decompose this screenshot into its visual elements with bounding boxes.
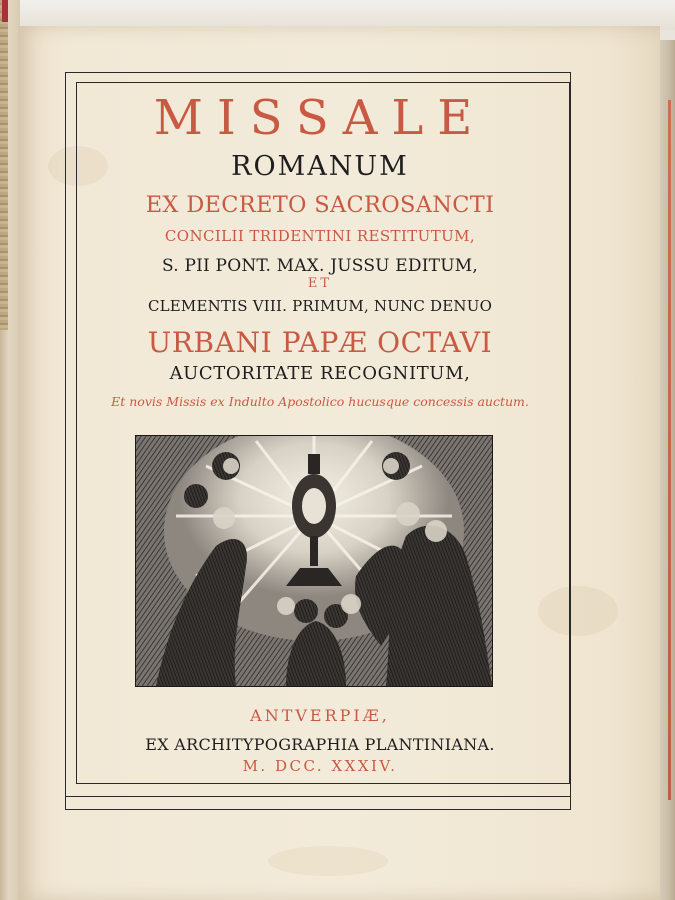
red-page-edge <box>668 100 671 800</box>
subtitle-novis-missis: Et novis Missis ex Indulto Apostolico hucusque concessis auctum. <box>111 394 529 409</box>
bottom-rule <box>66 796 571 797</box>
subtitle-pii: S. PII PONT. MAX. JUSSU EDITUM, <box>162 256 478 276</box>
imprint-printer: EX ARCHITYPOGRAPHIA PLANTINIANA. <box>145 735 495 754</box>
spine-binding-thread <box>0 0 8 330</box>
subtitle-et: ET <box>307 276 333 291</box>
spine-red-ribbon <box>2 0 8 22</box>
title-romanum: ROMANUM <box>231 151 409 182</box>
subtitle-decreto: EX DECRETO SACROSANCTI <box>145 192 495 218</box>
imprint-year: M. DCC. XXXIV. <box>242 757 398 775</box>
book-spine <box>0 0 20 900</box>
subtitle-urbani: URBANI PAPÆ OCTAVI <box>147 326 493 359</box>
imprint-place: ANTVERPIÆ, <box>250 706 390 725</box>
subtitle-concilii: CONCILII TRIDENTINI RESTITUTUM, <box>164 227 476 245</box>
engraving-illustration <box>135 435 493 687</box>
monstrance-angels-engraving <box>136 436 492 686</box>
paper-stain <box>268 846 388 876</box>
subtitle-clementis: CLEMENTIS VIII. PRIMUM, NUNC DENUO <box>147 297 493 315</box>
title-missale: MISSALE <box>153 90 487 146</box>
subtitle-auctoritate: AUCTORITATE RECOGNITUM, <box>169 363 471 384</box>
